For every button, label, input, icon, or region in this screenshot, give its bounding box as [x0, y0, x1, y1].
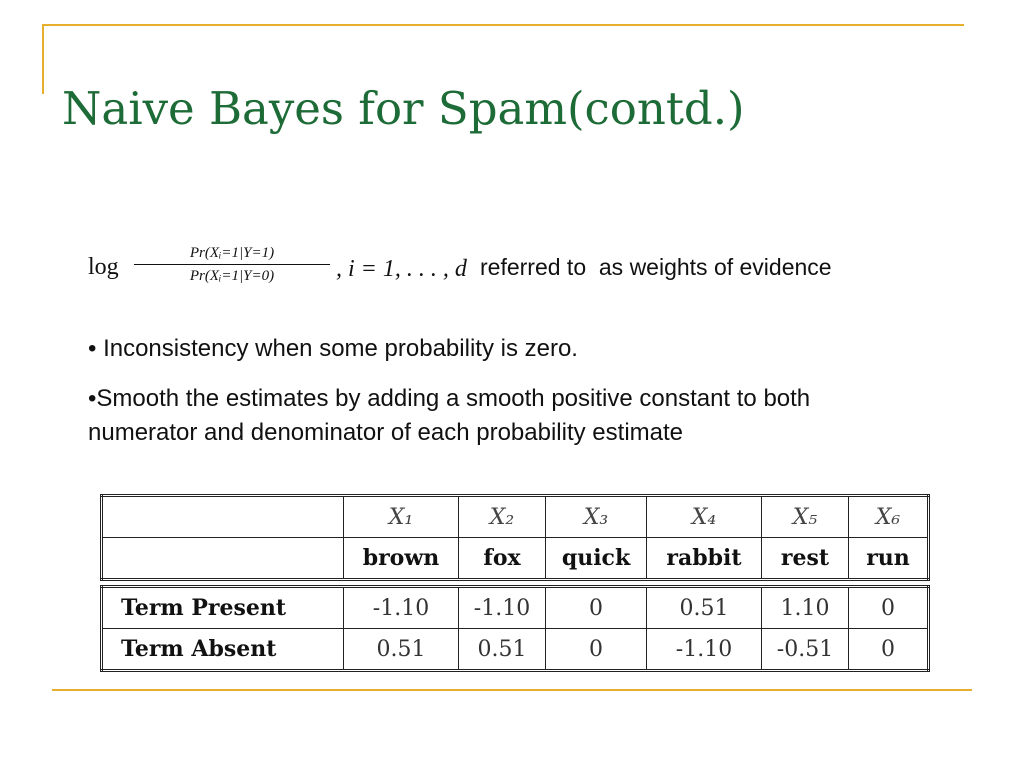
- table-cell: -1.10: [344, 587, 459, 629]
- formula-denominator: Pr(Xᵢ=1|Y=0): [189, 268, 275, 284]
- table-header-block: [100, 494, 930, 581]
- table-cell: 0: [546, 587, 647, 629]
- header-variable: X₁: [344, 496, 459, 538]
- header-variable: X₃: [546, 496, 647, 538]
- table-cell: 0.51: [459, 629, 546, 671]
- slide-title: Naive Bayes for Spam(contd.): [62, 82, 745, 135]
- weights-of-evidence-formula: [88, 244, 467, 296]
- formula-numerator: Pr(Xᵢ=1|Y=1): [189, 245, 275, 261]
- table-cell: -1.10: [647, 629, 762, 671]
- fraction-bar: [134, 264, 330, 265]
- bullet-inconsistency: • Inconsistency when some probability is zero.: [88, 335, 578, 362]
- header-term: run: [849, 538, 929, 580]
- table-row: [102, 587, 929, 629]
- table-row: [102, 496, 929, 538]
- formula-index-range: , i = 1, . . . , d: [336, 256, 467, 282]
- table-row: [102, 629, 929, 671]
- header-variable: X₂: [459, 496, 546, 538]
- header-variable: X₅: [762, 496, 849, 538]
- weights-table: [100, 494, 930, 672]
- bullet-smoothing: •Smooth the estimates by adding a smooth positive constant to both numerator and denominator of each probability estimate: [88, 385, 811, 446]
- table-body-block: [100, 585, 930, 672]
- table-cell: 1.10: [762, 587, 849, 629]
- formula-fraction: [134, 244, 330, 285]
- header-term: quick: [546, 538, 647, 580]
- table-corner-cell: [102, 538, 344, 580]
- header-term: rabbit: [647, 538, 762, 580]
- table-cell: 0: [849, 587, 929, 629]
- formula-log: log: [88, 254, 119, 280]
- table-cell: 0: [546, 629, 647, 671]
- left-accent-rule: [42, 24, 44, 94]
- table-cell: 0.51: [647, 587, 762, 629]
- table-cell: 0.51: [344, 629, 459, 671]
- table-cell: -1.10: [459, 587, 546, 629]
- header-term: rest: [762, 538, 849, 580]
- header-term: brown: [344, 538, 459, 580]
- table-cell: 0: [849, 629, 929, 671]
- row-label-term-absent: Term Absent: [102, 629, 344, 671]
- header-variable: X₆: [849, 496, 929, 538]
- formula-note: referred to as weights of evidence: [480, 254, 832, 280]
- table-row: [102, 538, 929, 580]
- header-term: fox: [459, 538, 546, 580]
- row-label-term-present: Term Present: [102, 587, 344, 629]
- top-accent-rule: [42, 24, 964, 26]
- header-variable: X₄: [647, 496, 762, 538]
- bottom-accent-rule: [52, 689, 972, 691]
- table-corner-cell: [102, 496, 344, 538]
- table-cell: -0.51: [762, 629, 849, 671]
